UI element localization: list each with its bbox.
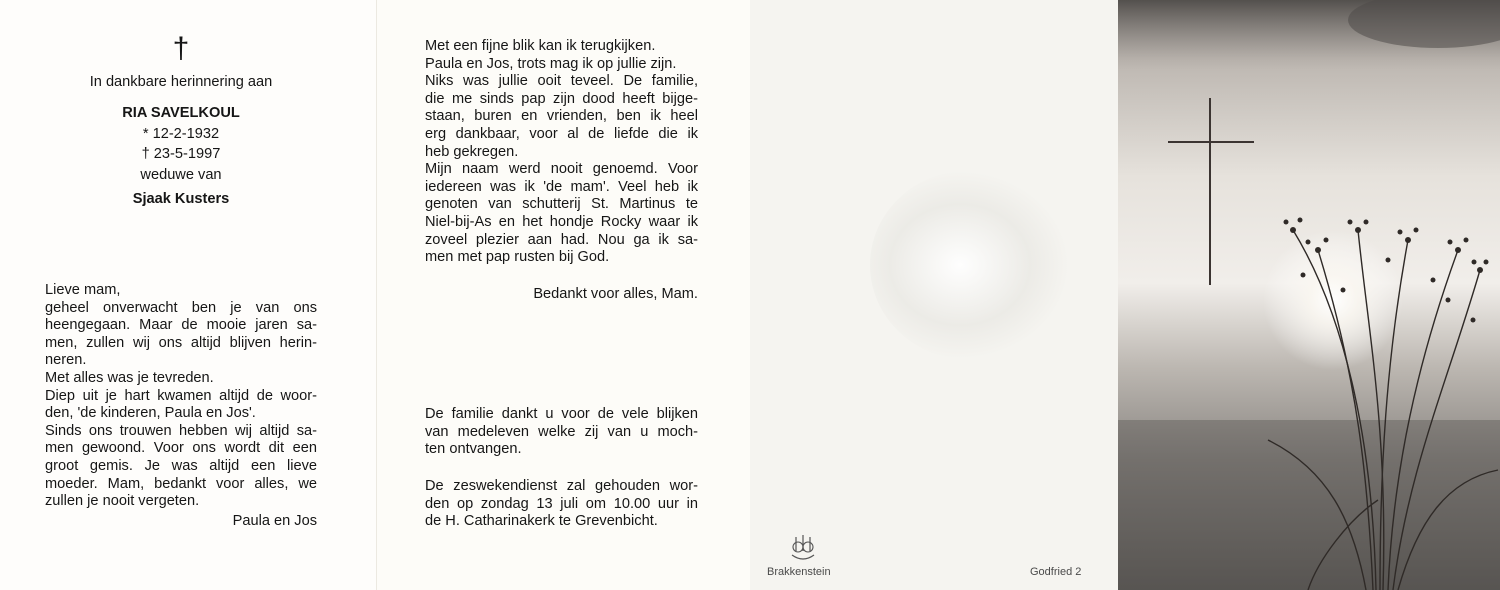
cross-and-flowers-photo: [1118, 0, 1500, 590]
letter-line: den, 'de kinderen, Paula en Jos'.: [45, 405, 256, 422]
birth-date: * 12-2-1932: [142, 126, 220, 142]
family-line: van medeleven welke zij van u moch-: [425, 423, 698, 440]
panel-photo: [1118, 0, 1500, 590]
signature: Paula en Jos: [232, 513, 317, 529]
service-line: de H. Catharinakerk te Grevenbicht.: [425, 513, 658, 530]
letter-line: Sinds ons trouwen hebben wij altijd sa-: [45, 422, 317, 439]
poem-line: Mijn naam werd nooit genoemd. Voor: [425, 161, 698, 178]
poem-text: [425, 38, 698, 267]
letter-line: neren.: [45, 352, 87, 369]
letter-line: men, zullen wij ons altijd blijven herin-: [45, 334, 317, 351]
poem-line: erg dankbaar, voor al de liefde die ik: [425, 125, 698, 142]
poem-line: die me sinds pap zijn dood heeft bijge-: [425, 90, 698, 107]
brakkenstein-logo-icon: [788, 533, 818, 563]
letter-line: moeder. Mam, bedankt voor alles, we: [45, 475, 317, 492]
poem-line: genoten van schutterij St. Martinus te: [425, 196, 698, 213]
letter-line: Met alles was je tevreden.: [45, 369, 214, 386]
service-text: [425, 478, 698, 531]
card-series-label: Godfried 2: [1030, 566, 1082, 578]
cross-icon: †: [172, 32, 190, 65]
letter-line: men gewoond. Voor ons wordt dit een: [45, 440, 317, 457]
letter-line: geheel onverwacht ben je van ons: [45, 299, 317, 316]
family-line: De familie dankt u voor de vele blijken: [425, 406, 698, 422]
deceased-name: RIA SAVELKOUL: [122, 105, 240, 121]
letter-text: [45, 282, 317, 511]
poem-line: zoveel plezier aan had. Nou ga ik sa-: [425, 231, 698, 248]
family-thanks-text: [425, 406, 698, 459]
letter-line: zullen je nooit vergeten.: [45, 493, 200, 510]
poem-line: men met pap rusten bij God.: [425, 249, 610, 266]
poem-line: Paula en Jos, trots mag ik op jullie zijn.: [425, 55, 677, 72]
service-line: den op zondag 13 juli om 10.00 uur in: [425, 495, 698, 512]
poem-line: Niel-bij-As en het hondje Rocky waar ik: [425, 213, 698, 230]
embossed-texture: [870, 170, 1070, 360]
panel-poem: [376, 0, 750, 590]
service-line: De zeswekendienst zal gehouden wor-: [425, 478, 698, 494]
thanks-line: Bedankt voor alles, Mam.: [533, 286, 698, 302]
death-date: † 23-5-1997: [141, 146, 221, 162]
poem-line: iedereen was ik 'de mam'. Veel heb ik: [425, 178, 698, 195]
panel-dedication: [0, 0, 376, 590]
poem-line: staan, buren en vrienden, ben ik heel: [425, 108, 698, 125]
publisher-name: Brakkenstein: [767, 566, 831, 578]
letter-line: Diep uit je hart kwamen altijd de woor-: [45, 387, 317, 404]
letter-line: Lieve mam,: [45, 282, 121, 298]
letter-line: groot gemis. Je was altijd een lieve: [45, 457, 317, 474]
poem-line: heb gekregen.: [425, 143, 519, 160]
family-line: ten ontvangen.: [425, 441, 522, 458]
poem-line: Niks was jullie ooit teveel. De familie,: [425, 73, 698, 90]
intro-text: In dankbare herinnering aan: [89, 74, 273, 90]
spouse-name: Sjaak Kusters: [132, 191, 230, 207]
letter-line: heengegaan. Maar de mooie jaren sa-: [45, 317, 317, 334]
widow-of-text: weduwe van: [140, 167, 222, 183]
poem-line: Met een fijne blik kan ik terugkijken.: [425, 38, 656, 54]
